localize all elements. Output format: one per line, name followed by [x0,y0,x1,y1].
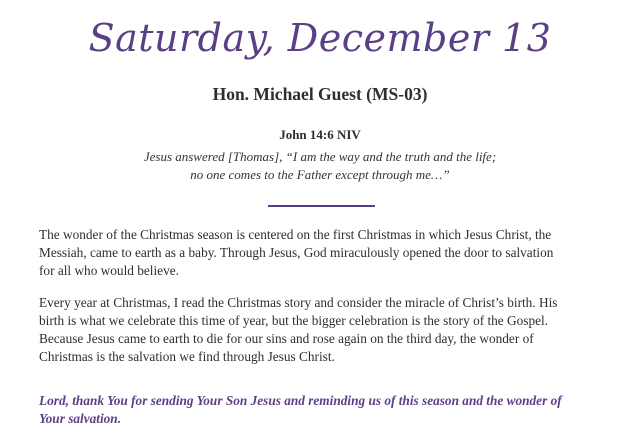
paragraph-line: for all who would believe. [39,263,179,278]
paragraph-line: Christmas is the salvation we find through Jesus Christ. [39,349,335,364]
body-paragraph-2 [39,294,605,366]
author-name: Hon. Michael Guest (MS-03) [212,84,428,104]
scripture-quote [0,148,640,184]
scripture-line: no one comes to the Father except through me…” [190,167,450,182]
paragraph-line: Messiah, came to earth as a baby. Through Jesus, God miraculously opened the door to salvation [39,245,554,260]
paragraph-line: Because Jesus came to earth to die for our sins and rose again on the third day, the wonder of [39,331,534,346]
scripture-line: Jesus answered [Thomas], “I am the way and the truth and the life; [143,149,497,164]
prayer-line: Lord, thank You for sending Your Son Jesus and reminding us of this season and the wonder of [39,393,562,408]
date-heading: Saturday, December 13 [88,16,552,60]
closing-prayer [39,392,605,428]
paragraph-line: Every year at Christmas, I read the Christmas story and consider the miracle of Christ’s birth. His [39,295,558,310]
section-divider [268,205,375,207]
body-paragraph-1 [39,226,605,280]
prayer-line: Your salvation. [39,411,122,426]
scripture-reference: John 14:6 NIV [279,127,361,142]
paragraph-line: The wonder of the Christmas season is centered on the first Christmas in which Jesus Christ, the [39,227,552,242]
paragraph-line: birth is what we celebrate this time of year, but the bigger celebration is the story of the Gospel. [39,313,549,328]
